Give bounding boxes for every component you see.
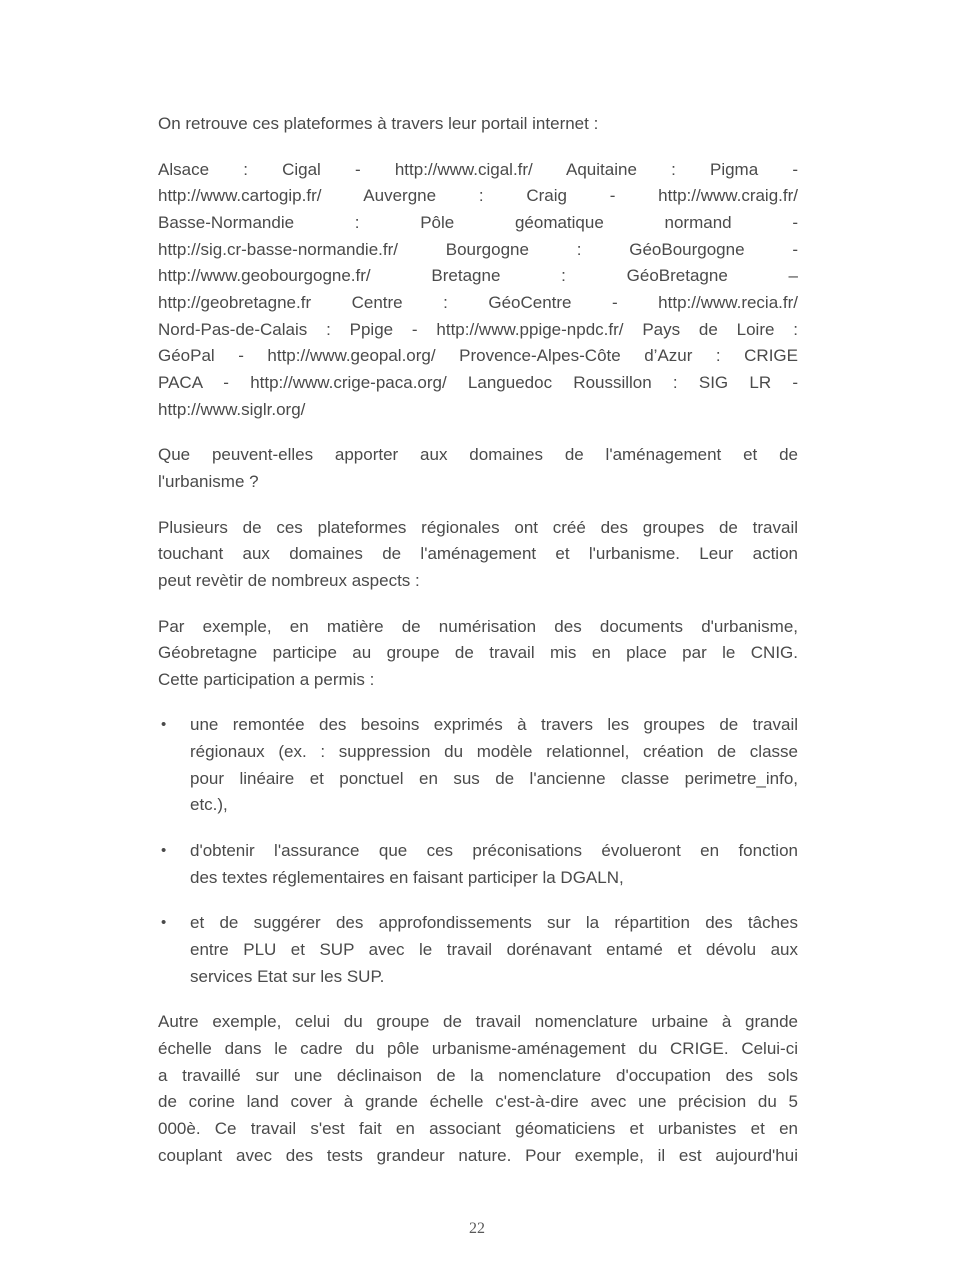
text-line: services Etat sur les SUP. [190, 966, 385, 986]
text-line: http://www.geobourgogne.fr/ Bretagne : GéoBretagne – [158, 266, 798, 286]
text-line: entre PLU et SUP avec le travail dorénavant entamé et dévolu aux [190, 940, 798, 960]
paragraph-cnig-example [158, 614, 798, 694]
bullet-icon: • [161, 842, 167, 860]
paragraph-working-groups [158, 515, 798, 595]
text-line: Géobretagne participe au groupe de travail mis en place par le CNIG. [158, 643, 798, 663]
paragraph-question [158, 442, 798, 495]
text-column [158, 111, 798, 1188]
text-line: http://www.cartogip.fr/ Auvergne : Craig - http://www.craig.fr/ [158, 186, 798, 206]
bullet-item-approfondissements [158, 910, 798, 990]
bullet-item-besoins [158, 712, 798, 819]
bullet-icon: • [161, 716, 167, 734]
page-number: 22 [469, 1220, 485, 1237]
bullet-item-assurance [158, 838, 798, 891]
text-line: peut revètir de nombreux aspects : [158, 570, 420, 590]
text-line: l'urbanisme ? [158, 471, 259, 491]
text-line: et de suggérer des approfondissements sur la répartition des tâches [190, 913, 798, 933]
text-line: couplant avec des tests grandeur nature. Pour exemple, il est aujourd'hui [158, 1145, 798, 1165]
text-line: Cette participation a permis : [158, 669, 375, 689]
text-line: des textes réglementaires en faisant participer la DGALN, [190, 867, 624, 887]
text-line: pour linéaire et ponctuel en sus de l'ancienne classe perimetre_info, [190, 768, 798, 788]
text-line: Par exemple, en matière de numérisation des documents d'urbanisme, [158, 616, 798, 636]
text-line: Alsace : Cigal - http://www.cigal.fr/ Aquitaine : Pigma - [158, 159, 798, 179]
text-line: http://sig.cr-basse-normandie.fr/ Bourgogne : GéoBourgogne - [158, 239, 798, 259]
text-line: a travaillé sur une déclinaison de la nomenclature d'occupation des sols [158, 1065, 798, 1085]
text-line: échelle dans le cadre du pôle urbanisme-aménagement du CRIGE. Celui-ci [158, 1039, 798, 1059]
text-line: http://www.siglr.org/ [158, 399, 306, 419]
bullet-list [158, 712, 798, 990]
text-line: d'obtenir l'assurance que ces préconisations évolueront en fonction [190, 841, 798, 861]
text-line: PACA - http://www.crige-paca.org/ Languedoc Roussillon : SIG LR - [158, 372, 798, 392]
text-line: une remontée des besoins exprimés à travers les groupes de travail [190, 715, 798, 735]
paragraph-nomenclature-example [158, 1009, 798, 1169]
bullet-icon: • [161, 914, 167, 932]
text-line: touchant aux domaines de l'aménagement et l'urbanisme. Leur action [158, 544, 798, 564]
text-line: 000è. Ce travail s'est fait en associant géomaticiens et urbanistes et en [158, 1119, 798, 1138]
paragraph-portals-intro [158, 111, 798, 138]
text-line: On retrouve ces plateformes à travers leur portail internet : [158, 114, 599, 133]
text-line: etc.), [190, 795, 228, 815]
text-line: GéoPal - http://www.geopal.org/ Provence-Alpes-Côte d’Azur : CRIGE [158, 346, 798, 366]
text-line: Nord-Pas-de-Calais : Ppige - http://www.ppige-npdc.fr/ Pays de Loire : [158, 319, 798, 339]
text-line: Que peuvent-elles apporter aux domaines de l'aménagement et de [158, 445, 798, 465]
text-line: Autre exemple, celui du groupe de travail nomenclature urbaine à grande [158, 1012, 798, 1032]
paragraph-platform-urls [158, 157, 798, 424]
text-line: de corine land cover à grande échelle c'est-à-dire avec une précision du 5 [158, 1092, 798, 1112]
text-line: Basse-Normandie : Pôle géomatique normand - [158, 212, 798, 232]
text-line: http://geobretagne.fr Centre : GéoCentre - http://www.recia.fr/ [158, 292, 798, 312]
text-line: régionaux (ex. : suppression du modèle relationnel, création de classe [190, 742, 798, 762]
text-line: Plusieurs de ces plateformes régionales ont créé des groupes de travail [158, 517, 798, 537]
